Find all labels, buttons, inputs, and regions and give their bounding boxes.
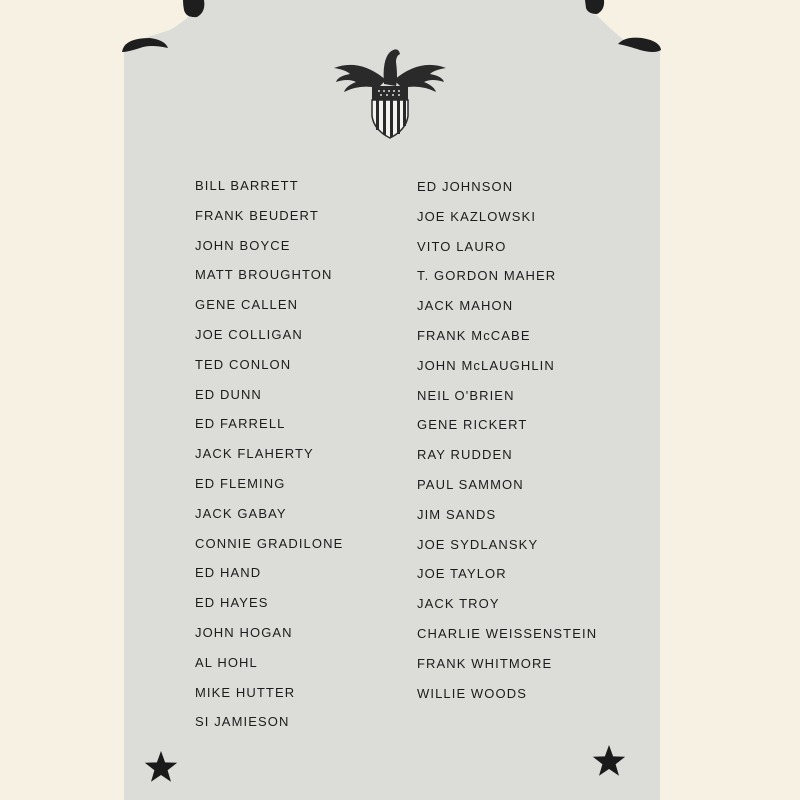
- name-entry: GENE CALLEN: [195, 297, 299, 313]
- name-entry: T. GORDON MAHER: [417, 268, 557, 284]
- name-entry: ED HAND: [195, 565, 262, 581]
- name-entry: JACK GABAY: [195, 505, 287, 521]
- name-entry: FRANK BEUDERT: [195, 207, 319, 223]
- name-entry: JOE KAZLOWSKI: [417, 208, 537, 224]
- name-entry: RAY RUDDEN: [417, 447, 513, 463]
- name-entry: JOHN BOYCE: [195, 237, 291, 253]
- name-entry: JACK FLAHERTY: [195, 446, 314, 462]
- name-entry: ED DUNN: [195, 386, 262, 402]
- name-entry: VITO LAURO: [417, 238, 507, 254]
- name-entry: MATT BROUGHTON: [195, 267, 333, 283]
- name-entry: NEIL O'BRIEN: [417, 387, 515, 403]
- name-entry: WILLIE WOODS: [417, 685, 527, 701]
- name-entry: BILL BARRETT: [195, 178, 299, 193]
- name-entry: JACK TROY: [417, 596, 500, 612]
- name-column-left: [195, 178, 343, 744]
- name-entry: SI JAMIESON: [195, 714, 290, 730]
- name-entry: CONNIE GRADILONE: [195, 535, 344, 551]
- name-entry: JOE TAYLOR: [417, 566, 507, 582]
- name-column-right: [417, 179, 597, 715]
- name-entry: AL HOHL: [195, 654, 258, 670]
- name-entry: FRANK WHITMORE: [417, 655, 553, 671]
- name-entry: JOE COLLIGAN: [195, 326, 303, 342]
- name-entry: CHARLIE WEISSENSTEIN: [417, 625, 598, 641]
- name-entry: TED CONLON: [195, 356, 292, 372]
- name-entry: ED HAYES: [195, 595, 269, 611]
- name-entry: FRANK McCABE: [417, 327, 531, 343]
- name-entry: JIM SANDS: [417, 506, 497, 522]
- name-entry: ED FARRELL: [195, 416, 286, 432]
- name-entry: ED JOHNSON: [417, 179, 514, 194]
- name-entry: JOHN HOGAN: [195, 624, 293, 640]
- name-entry: MIKE HUTTER: [195, 684, 296, 700]
- name-entry: JOHN McLAUGHLIN: [417, 357, 555, 373]
- name-entry: PAUL SAMMON: [417, 476, 524, 492]
- name-entry: GENE RICKERT: [417, 417, 528, 433]
- name-entry: JOE SYDLANSKY: [417, 536, 539, 552]
- name-entry: JACK MAHON: [417, 298, 514, 314]
- name-entry: ED FLEMING: [195, 475, 286, 491]
